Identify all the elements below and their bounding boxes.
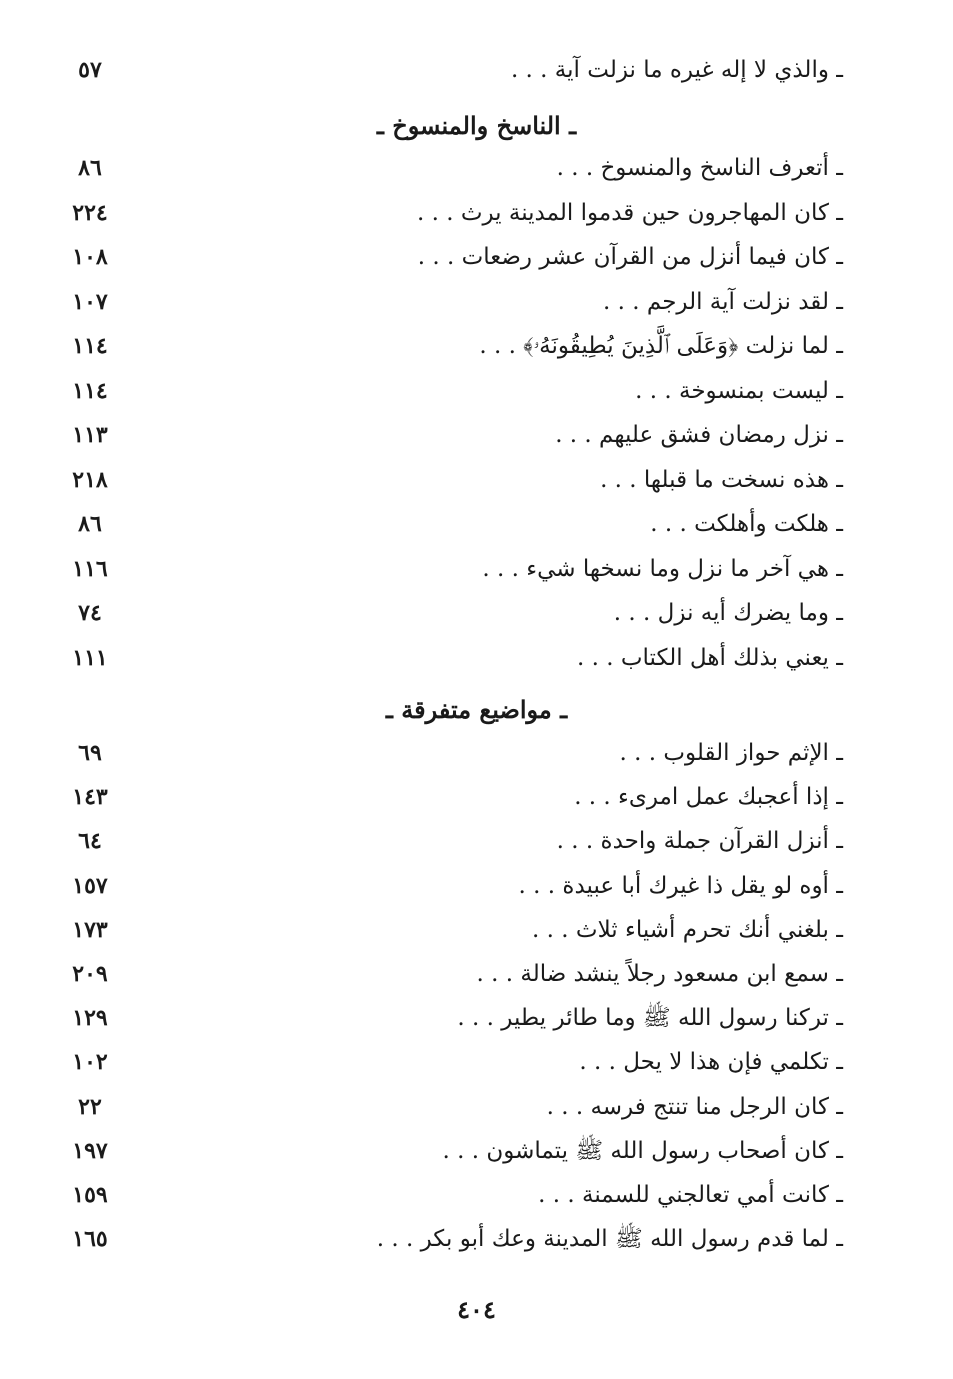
entry-text: ـ الإثم حواز القلوب . . . bbox=[619, 740, 843, 766]
index-entry bbox=[60, 549, 843, 589]
entry-page-number: ١٢٩ bbox=[72, 1005, 108, 1032]
index-entry bbox=[60, 638, 843, 678]
entry-page-number: ٥٧ bbox=[78, 57, 102, 83]
index-entry bbox=[60, 910, 843, 950]
index-entry bbox=[60, 954, 843, 994]
index-entry bbox=[60, 326, 843, 366]
entry-text: ـ تركنا رسول الله ﷺ وما طائر يطير . . . bbox=[457, 1005, 843, 1032]
entry-page-number: ٨٦ bbox=[78, 155, 102, 181]
entry-text: ـ إذا أعجبك عمل امرىء . . . bbox=[574, 784, 843, 811]
entry-text: ـ ليست بمنسوخة . . . bbox=[635, 377, 843, 404]
entry-page-number: ٢٢٤ bbox=[72, 199, 108, 226]
index-entry bbox=[60, 821, 843, 861]
entry-text: ـ أنزل القرآن جملة واحدة . . . bbox=[556, 828, 843, 855]
index-entry bbox=[60, 777, 843, 817]
index-entry bbox=[60, 1219, 843, 1259]
entry-page-number: ١٠٧ bbox=[72, 288, 108, 315]
entry-text: ـ بلغني أنك تحرم أشياء ثلاث . . . bbox=[532, 916, 843, 943]
entry-page-number: ٧٤ bbox=[78, 600, 102, 626]
entry-page-number: ١١٣ bbox=[72, 422, 108, 448]
entry-text: ـ سمع ابن مسعود رجلاً ينشد ضالة . . . bbox=[476, 961, 843, 987]
entry-page-number: ١٥٩ bbox=[72, 1182, 108, 1208]
entry-page-number: ١٥٧ bbox=[72, 872, 108, 899]
index-entry bbox=[60, 504, 843, 544]
index-entry bbox=[60, 193, 843, 233]
section-heading-abrogation: ـ الناسخ والمنسوخ ـ bbox=[376, 111, 577, 140]
entry-page-number: ١٦٥ bbox=[72, 1226, 108, 1253]
entry-page-number: ١١١ bbox=[72, 644, 108, 671]
entry-text: ـ أوه لو يقل ذا غيرك أبا عبيدة . . . bbox=[518, 872, 843, 899]
index-entry bbox=[60, 371, 843, 411]
entry-page-number: ١٠٢ bbox=[72, 1049, 108, 1076]
entry-page-number: ٢٠٩ bbox=[72, 961, 108, 987]
entry-text: ـ نزل رمضان فشق عليهم . . . bbox=[555, 422, 843, 448]
index-entry bbox=[60, 1087, 843, 1127]
entry-text: ـ لما قدم رسول الله ﷺ المدينة وعك أبو بكر . . . bbox=[376, 1226, 843, 1253]
index-entry bbox=[60, 148, 843, 188]
index-entry bbox=[60, 1131, 843, 1171]
entry-page-number: ١٧٣ bbox=[72, 916, 108, 943]
entry-text: ـ هي آخر ما نزل وما نسخها شيء . . . bbox=[482, 555, 843, 582]
index-entry bbox=[60, 998, 843, 1038]
page-number: ٤٠٤ bbox=[457, 1295, 496, 1324]
entry-text: ـ كان فيما أنزل من القرآن عشر رضعات . . . bbox=[417, 244, 843, 270]
entry-text: ـ هلكت وأهلكت . . . bbox=[650, 511, 843, 537]
entry-text: ـ لقد نزلت آية الرجم . . . bbox=[603, 288, 843, 315]
entry-text: ـ وما يضرك أيه نزل . . . bbox=[613, 600, 843, 626]
entry-text: ـ والذي لا إله غيره ما نزلت آية . . . bbox=[510, 57, 843, 83]
entry-text: ـ هذه نسخت ما قبلها . . . bbox=[600, 466, 843, 493]
entry-page-number: ١٠٨ bbox=[72, 244, 108, 270]
index-entry bbox=[60, 282, 843, 322]
entry-page-number: ٨٦ bbox=[78, 511, 102, 537]
index-entry bbox=[60, 733, 843, 773]
entry-page-number: ٢٢ bbox=[78, 1093, 102, 1120]
index-entry bbox=[60, 50, 843, 90]
entry-page-number: ١٤٣ bbox=[72, 784, 108, 811]
section-heading-miscellaneous: ـ مواضيع متفرقة ـ bbox=[385, 695, 568, 724]
entry-text: ـ كان الرجل منا تنتج فرسه . . . bbox=[546, 1093, 843, 1120]
entry-page-number: ٦٩ bbox=[78, 740, 102, 766]
entry-page-number: ١١٤ bbox=[72, 377, 108, 404]
entry-text: ـ أتعرف الناسخ والمنسوخ . . . bbox=[556, 155, 843, 181]
entry-text: ـ تكلمي فإن هذا لا يحل . . . bbox=[579, 1049, 843, 1076]
index-entry bbox=[60, 415, 843, 455]
entry-text: ـ كان المهاجرون حين قدموا المدينة يرث . . . bbox=[416, 199, 843, 226]
entry-page-number: ١٩٧ bbox=[72, 1137, 108, 1164]
entry-page-number: ١١٤ bbox=[72, 333, 108, 359]
index-entry bbox=[60, 1042, 843, 1082]
entry-text: ـ كان أصحاب رسول الله ﷺ يتماشون . . . bbox=[442, 1137, 843, 1164]
index-entry bbox=[60, 460, 843, 500]
index-entry bbox=[60, 593, 843, 633]
index-entry bbox=[60, 1175, 843, 1215]
entry-page-number: ١١٦ bbox=[72, 555, 108, 582]
index-entry bbox=[60, 237, 843, 277]
entry-text: ـ كانت أمي تعالجني للسمنة . . . bbox=[538, 1182, 843, 1208]
index-entry bbox=[60, 866, 843, 906]
entry-page-number: ٢١٨ bbox=[72, 466, 108, 493]
entry-page-number: ٦٤ bbox=[78, 828, 102, 855]
entry-text: ـ لما نزلت ﴿وَعَلَى ٱلَّذِينَ يُطِيقُونَهُۥ﴾ . . . bbox=[479, 333, 843, 359]
entry-text: ـ يعني بذلك أهل الكتاب . . . bbox=[577, 644, 843, 671]
